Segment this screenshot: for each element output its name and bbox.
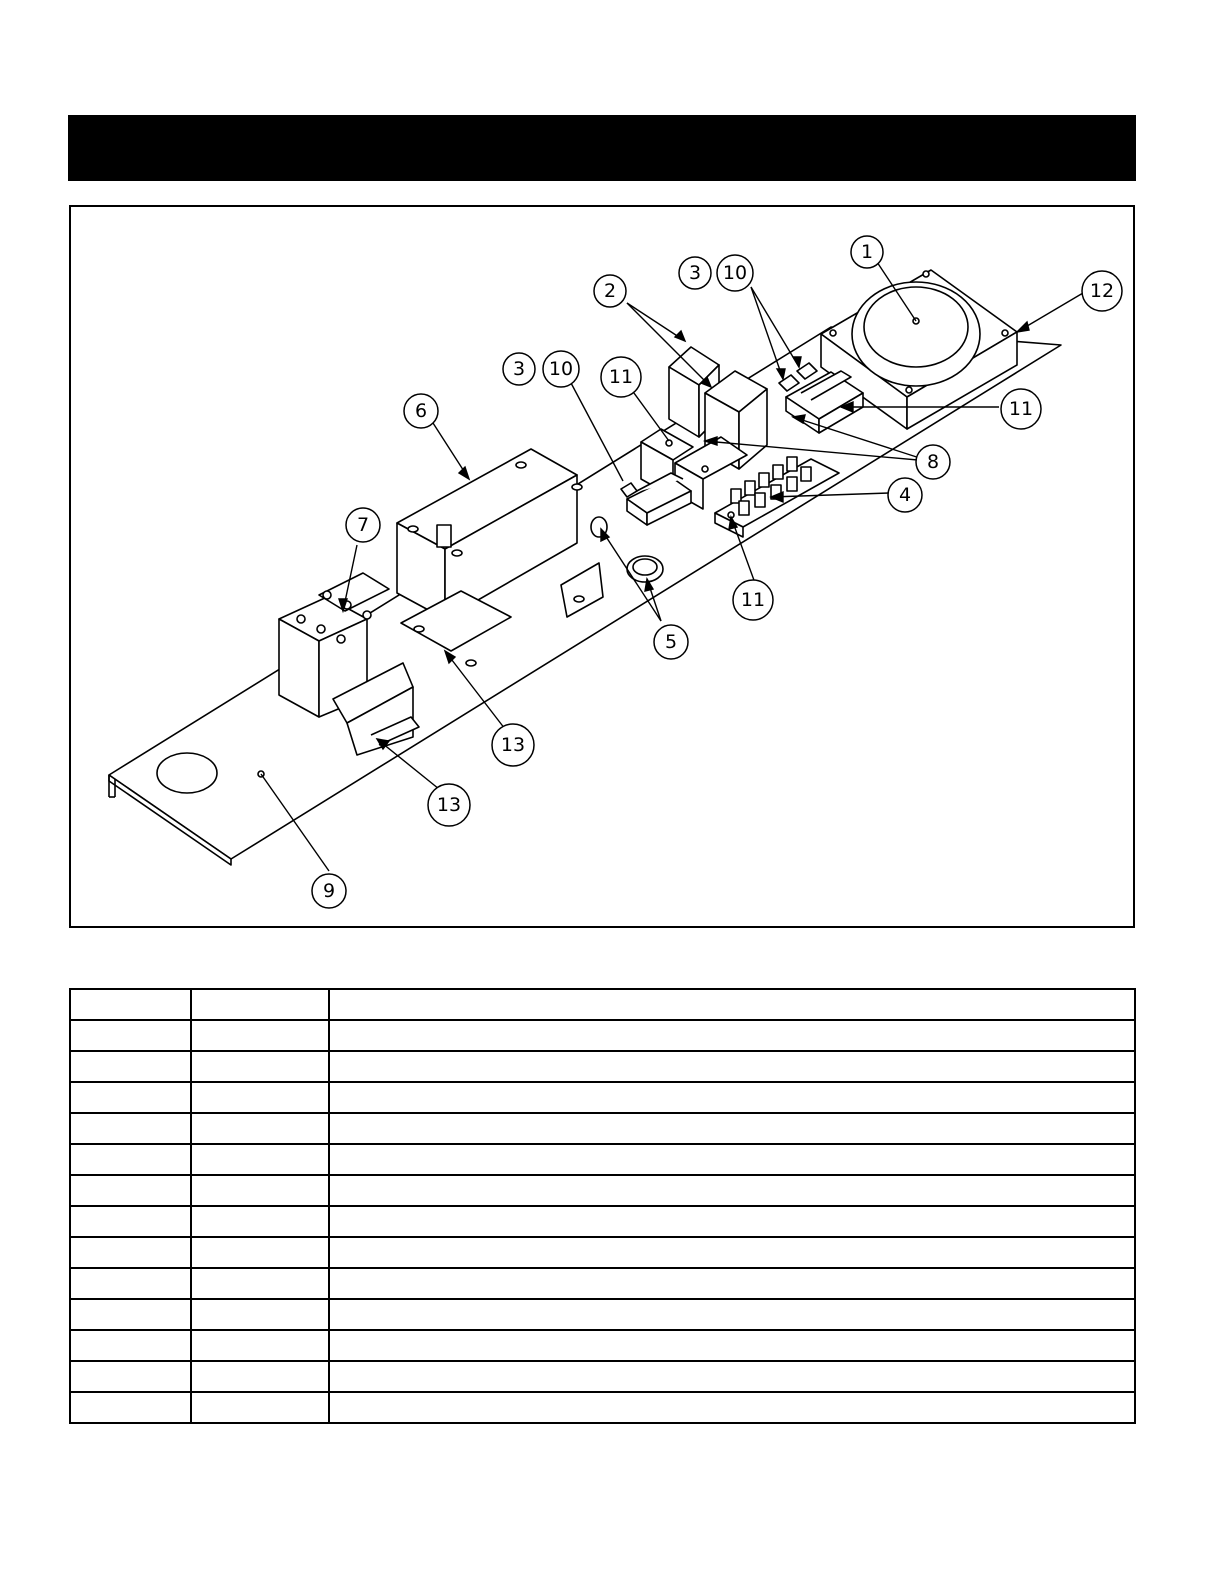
table-row — [70, 1020, 1135, 1051]
callout-7 — [346, 508, 380, 542]
exploded-parts-diagram — [69, 205, 1135, 928]
table-cell — [329, 1237, 1135, 1268]
callout-4 — [888, 478, 922, 512]
table-cell — [191, 1268, 329, 1299]
svg-text:1: 1 — [860, 241, 874, 263]
callout-8 — [916, 445, 950, 479]
table-row — [70, 1175, 1135, 1206]
table-cell — [70, 1051, 191, 1082]
callout-9 — [312, 874, 346, 908]
table-cell — [70, 1175, 191, 1206]
svg-text:2: 2 — [603, 280, 617, 302]
table-cell — [329, 1268, 1135, 1299]
parts-list-table — [69, 988, 1136, 1424]
callout-3-lower — [503, 353, 535, 385]
svg-text:13: 13 — [436, 794, 462, 816]
table-cell — [70, 1144, 191, 1175]
table-cell — [70, 1392, 191, 1423]
table-cell — [191, 1392, 329, 1423]
svg-text:11: 11 — [1008, 398, 1034, 420]
svg-text:7: 7 — [356, 514, 370, 536]
table-cell — [70, 1330, 191, 1361]
table-cell — [329, 1392, 1135, 1423]
table-row — [70, 1392, 1135, 1423]
svg-text:4: 4 — [898, 484, 912, 506]
callout-11-left — [601, 357, 641, 397]
table-row — [70, 1113, 1135, 1144]
table-row — [70, 989, 1135, 1020]
table-cell — [70, 1268, 191, 1299]
table-row — [70, 1206, 1135, 1237]
table-cell — [70, 989, 191, 1020]
svg-text:10: 10 — [548, 358, 574, 380]
callout-3-upper — [679, 257, 711, 289]
svg-text:5: 5 — [664, 631, 678, 653]
table-row — [70, 1330, 1135, 1361]
table-cell — [329, 1020, 1135, 1051]
table-cell — [191, 1361, 329, 1392]
callout-11-right — [1001, 389, 1041, 429]
svg-text:3: 3 — [512, 358, 526, 380]
callout-13-upper — [492, 724, 534, 766]
svg-text:9: 9 — [322, 880, 336, 902]
callout-10-upper — [717, 255, 753, 291]
svg-text:6: 6 — [414, 400, 428, 422]
table-cell — [191, 1299, 329, 1330]
table-row — [70, 1237, 1135, 1268]
callout-11-lower — [733, 580, 773, 620]
table-row — [70, 1144, 1135, 1175]
table-cell — [191, 989, 329, 1020]
callout-6 — [404, 394, 438, 428]
table-row — [70, 1361, 1135, 1392]
table-cell — [329, 1299, 1135, 1330]
table-cell — [70, 1020, 191, 1051]
table-cell — [191, 1051, 329, 1082]
table-row — [70, 1299, 1135, 1330]
table-cell — [329, 1082, 1135, 1113]
table-cell — [70, 1206, 191, 1237]
svg-text:10: 10 — [722, 262, 748, 284]
callout-2 — [594, 275, 626, 307]
callout-1 — [851, 236, 883, 268]
table-cell — [329, 1051, 1135, 1082]
table-cell — [191, 1020, 329, 1051]
table-cell — [191, 1113, 329, 1144]
table-cell — [329, 1206, 1135, 1237]
table-cell — [191, 1175, 329, 1206]
table-cell — [70, 1113, 191, 1144]
svg-text:3: 3 — [688, 262, 702, 284]
table-row — [70, 1051, 1135, 1082]
table-cell — [70, 1361, 191, 1392]
svg-text:8: 8 — [926, 451, 940, 473]
table-cell — [329, 1361, 1135, 1392]
table-cell — [70, 1082, 191, 1113]
svg-text:13: 13 — [500, 734, 526, 756]
callout-5 — [654, 625, 688, 659]
table-cell — [191, 1237, 329, 1268]
table-cell — [329, 1144, 1135, 1175]
table-cell — [70, 1299, 191, 1330]
diagram-drawing — [71, 207, 1137, 930]
table-cell — [329, 1175, 1135, 1206]
table-row — [70, 1268, 1135, 1299]
table-cell — [70, 1237, 191, 1268]
table-cell — [191, 1330, 329, 1361]
table-cell — [329, 989, 1135, 1020]
callout-12 — [1082, 271, 1122, 311]
callout-10-lower — [543, 351, 579, 387]
svg-text:12: 12 — [1089, 280, 1115, 302]
table-cell — [329, 1330, 1135, 1361]
table-cell — [191, 1144, 329, 1175]
table-cell — [191, 1206, 329, 1237]
svg-text:11: 11 — [740, 589, 766, 611]
table-row — [70, 1082, 1135, 1113]
table-cell — [191, 1082, 329, 1113]
table-cell — [329, 1113, 1135, 1144]
svg-text:11: 11 — [608, 366, 634, 388]
title-bar — [68, 115, 1136, 181]
callout-13-lower — [428, 784, 470, 826]
